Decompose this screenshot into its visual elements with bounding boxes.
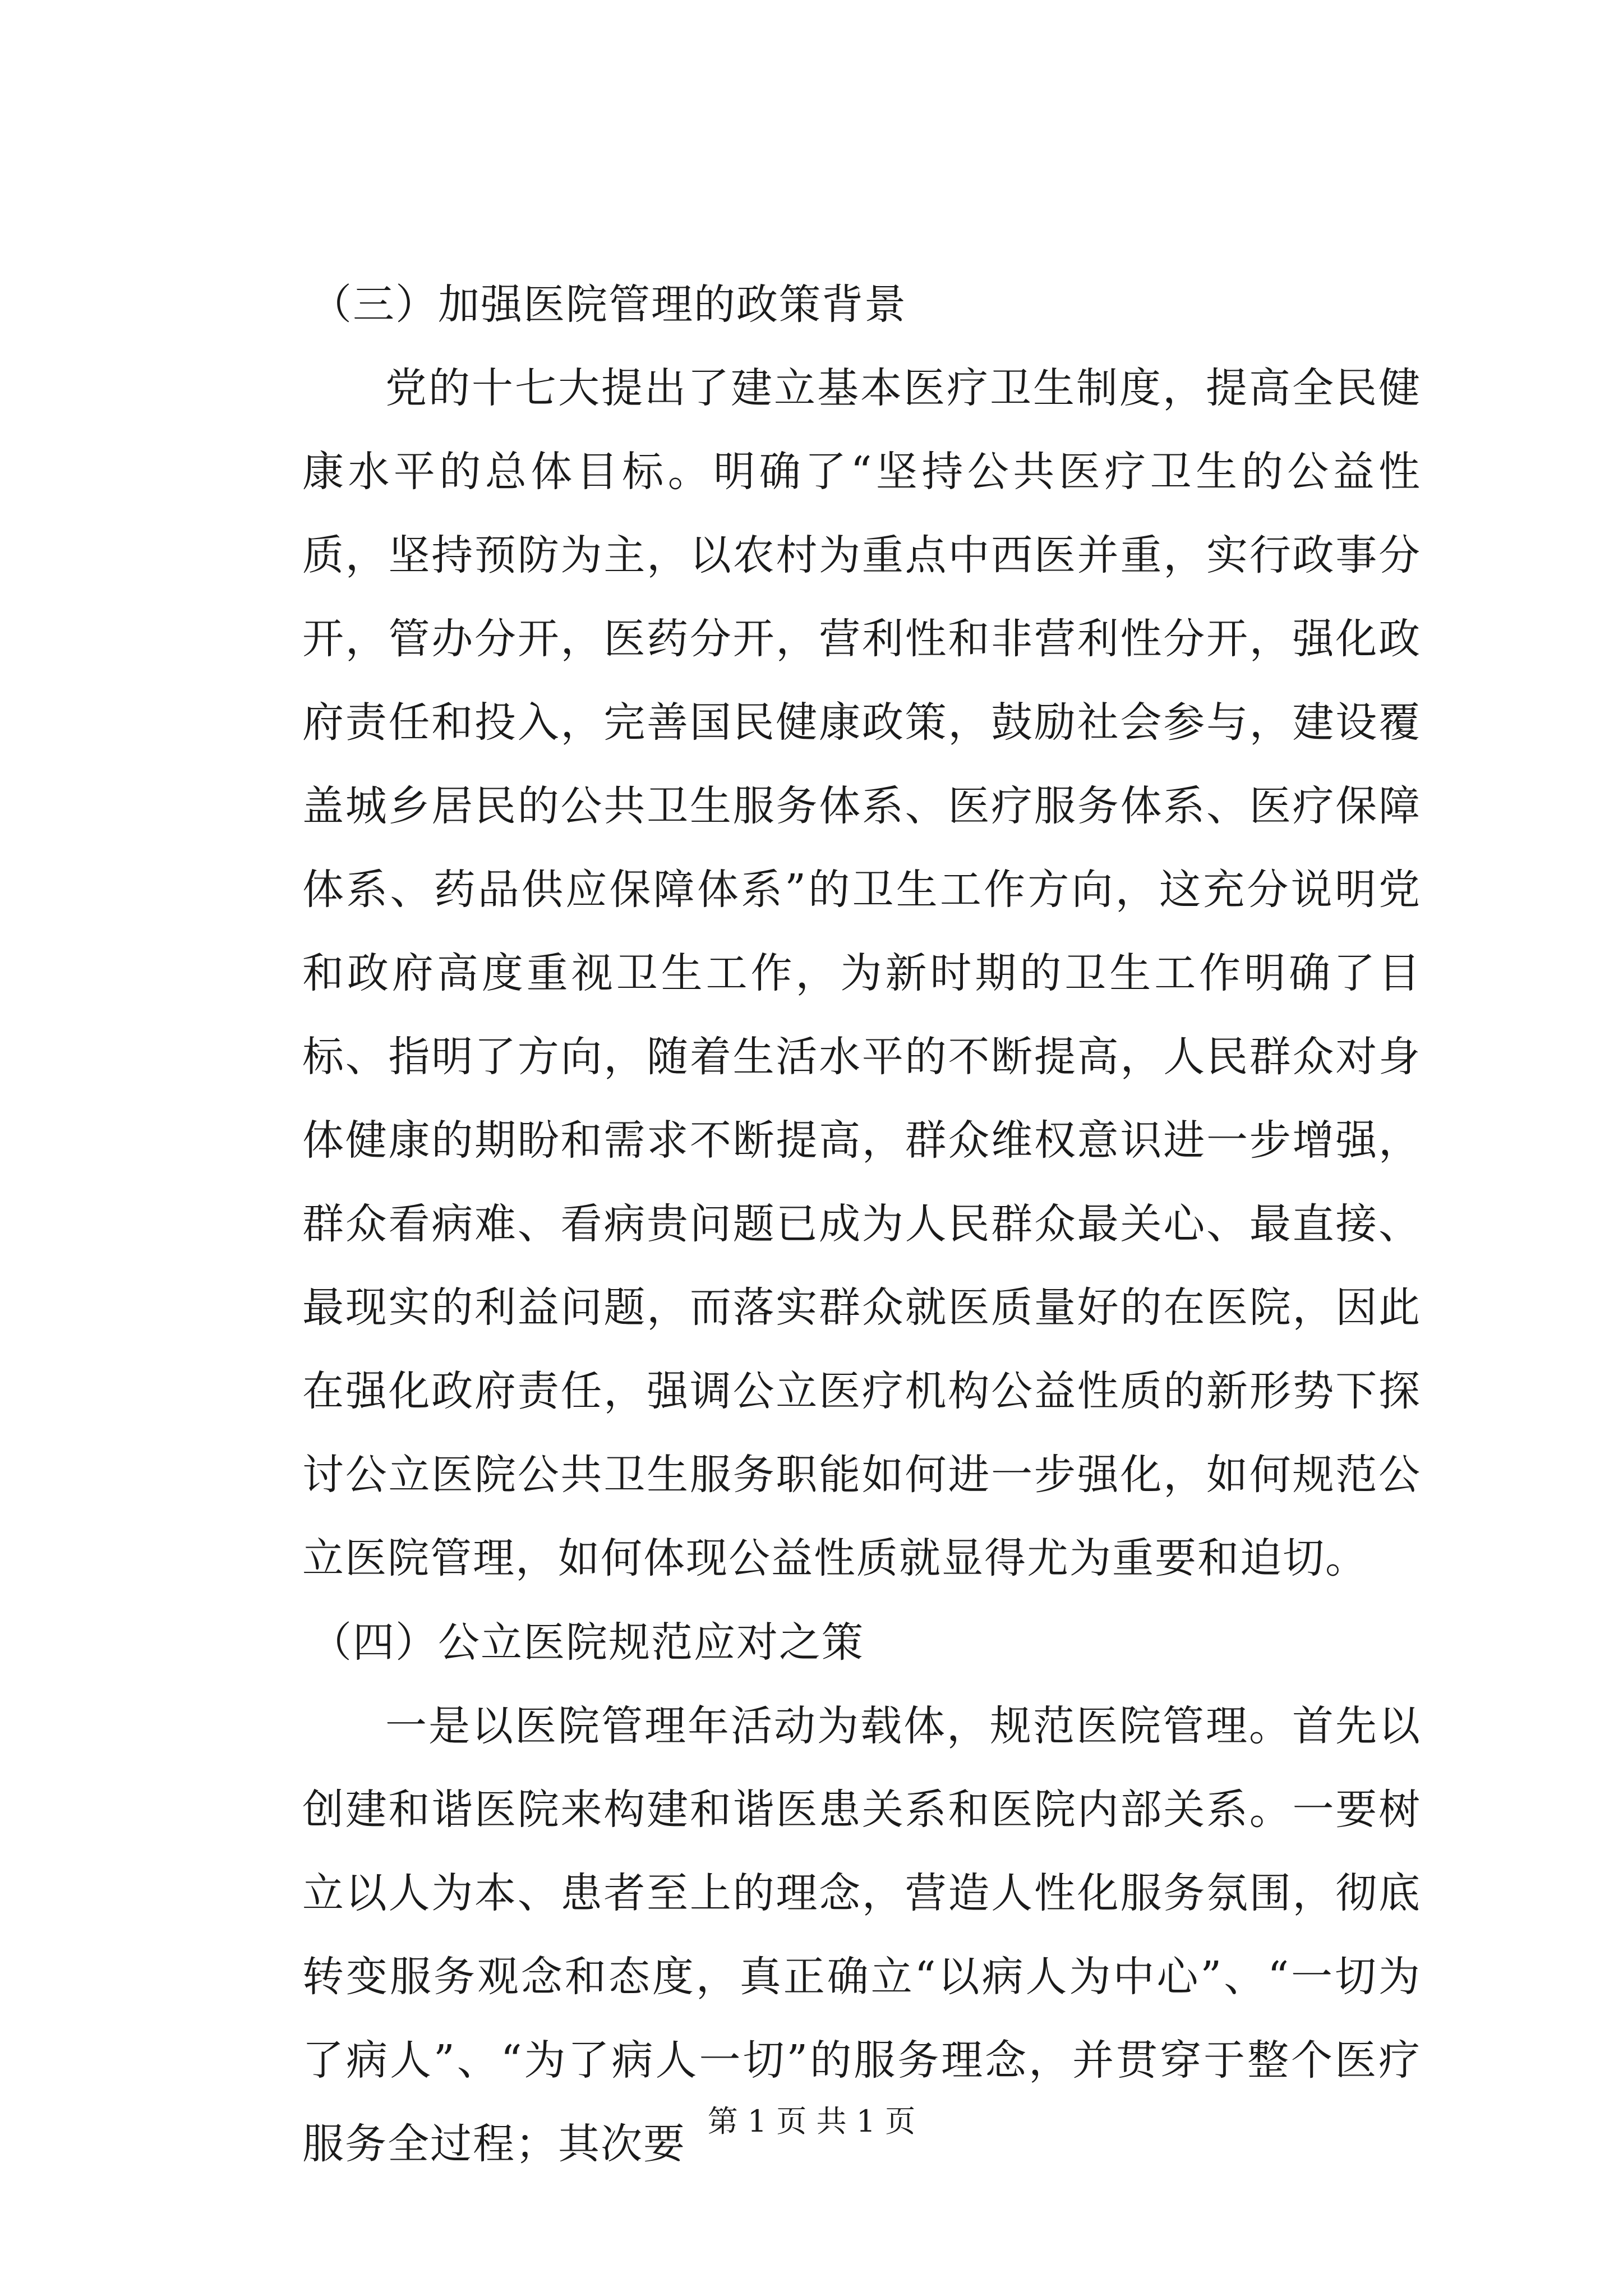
page-footer: 第 1 页 共 1 页 (707, 2104, 916, 2139)
section-paragraph-3: 党的十七大提出了建立基本医疗卫生制度，提高全民健康水平的总体目标。明确了“坚持公共医疗卫生的公益性质，坚持预防为主，以农村为重点中西医并重，实行政事分开，管办分开，医药分开，营利性和非营利性分开，强化政府责任和投入，完善国民健康政策，鼓励社会参与，建设覆盖城乡居民的公共卫生服务体系、医疗服务体系、医疗保障体系、药品供应保障体系”的卫生工作方向，这充分说明党和政府高度重视卫生工作，为新时期的卫生工作明确了目标、指明了方向，随着生活水平的不断提高，人民群众对身体健康的期盼和需求不断提高，群众维权意识进一步增强，群众看病难、看病贵问题已成为人民群众最关心、最直接、最现实的利益问题，而落实群众就医质量好的在医院，因此在强化政府责任，强调公立医疗机构公益性质的新形势下探讨公立医院公共卫生服务职能如何进一步强化，如何规范公立医院管理，如何体现公益性质就显得尤为重要和迫切。 (302, 364, 1421, 1582)
section-heading-4: （四）公立医院规范应对之策 (310, 1618, 864, 1667)
section-heading-3: （三）加强医院管理的政策背景 (310, 280, 907, 329)
section-paragraph-4: 一是以医院管理年活动为载体，规范医院管理。首先以创建和谐医院来构建和谐医患关系和医院内部关系。一要树立以人为本、患者至上的理念，营造人性化服务氛围，彻底转变服务观念和态度，真正确立“以病人为中心”、“一切为了病人”、“为了病人一切”的服务理念，并贯穿于整个医疗服务全过程；其次要 (302, 1702, 1421, 2168)
document-body (302, 263, 1421, 2186)
